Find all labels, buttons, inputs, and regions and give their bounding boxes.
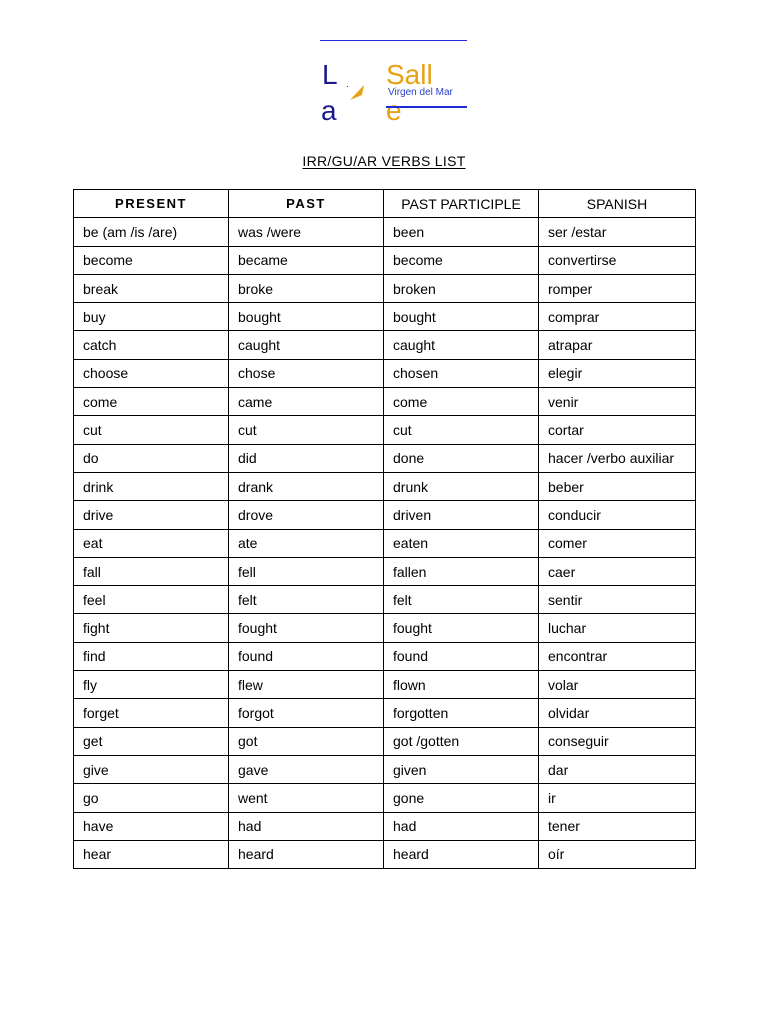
spanish-cell: sentir bbox=[539, 586, 696, 614]
table-header-row bbox=[74, 190, 696, 218]
past-participle-cell: done bbox=[384, 444, 539, 472]
present-cell: feel bbox=[74, 586, 229, 614]
past-cell: fought bbox=[229, 614, 384, 642]
spanish-cell: comer bbox=[539, 529, 696, 557]
table-row bbox=[74, 444, 696, 472]
past-participle-cell: come bbox=[384, 388, 539, 416]
table-row bbox=[74, 388, 696, 416]
verbs-table-body bbox=[74, 218, 696, 869]
past-participle-cell: fallen bbox=[384, 557, 539, 585]
present-cell: fly bbox=[74, 671, 229, 699]
table-row bbox=[74, 642, 696, 670]
past-participle-cell: drunk bbox=[384, 472, 539, 500]
column-header-past: PAST bbox=[229, 190, 384, 218]
table-row bbox=[74, 416, 696, 444]
present-cell: become bbox=[74, 246, 229, 274]
past-cell: cut bbox=[229, 416, 384, 444]
past-cell: flew bbox=[229, 671, 384, 699]
past-cell: drove bbox=[229, 501, 384, 529]
present-cell: break bbox=[74, 274, 229, 302]
page-title: IRR/GU/AR VERBS LIST bbox=[302, 153, 466, 169]
spanish-cell: luchar bbox=[539, 614, 696, 642]
past-cell: bought bbox=[229, 303, 384, 331]
past-participle-cell: caught bbox=[384, 331, 539, 359]
past-participle-cell: heard bbox=[384, 840, 539, 868]
table-row bbox=[74, 699, 696, 727]
spanish-cell: beber bbox=[539, 472, 696, 500]
spanish-cell: volar bbox=[539, 671, 696, 699]
present-cell: choose bbox=[74, 359, 229, 387]
past-cell: heard bbox=[229, 840, 384, 868]
past-cell: drank bbox=[229, 472, 384, 500]
present-cell: buy bbox=[74, 303, 229, 331]
present-cell: come bbox=[74, 388, 229, 416]
past-participle-cell: felt bbox=[384, 586, 539, 614]
logo-letter-l: L bbox=[322, 59, 338, 90]
past-participle-cell: become bbox=[384, 246, 539, 274]
spanish-cell: ir bbox=[539, 784, 696, 812]
spanish-cell: romper bbox=[539, 274, 696, 302]
table-row bbox=[74, 359, 696, 387]
past-cell: did bbox=[229, 444, 384, 472]
present-cell: fight bbox=[74, 614, 229, 642]
table-row bbox=[74, 557, 696, 585]
table-row bbox=[74, 755, 696, 783]
logo-word-sall: Sall bbox=[386, 59, 433, 90]
past-participle-cell: been bbox=[384, 218, 539, 246]
table-row bbox=[74, 784, 696, 812]
present-cell: hear bbox=[74, 840, 229, 868]
past-participle-cell: eaten bbox=[384, 529, 539, 557]
spanish-cell: olvidar bbox=[539, 699, 696, 727]
present-cell: drive bbox=[74, 501, 229, 529]
past-cell: fell bbox=[229, 557, 384, 585]
spanish-cell: oír bbox=[539, 840, 696, 868]
past-cell: caught bbox=[229, 331, 384, 359]
present-cell: eat bbox=[74, 529, 229, 557]
table-row bbox=[74, 331, 696, 359]
past-participle-cell: gone bbox=[384, 784, 539, 812]
present-cell: be (am /is /are) bbox=[74, 218, 229, 246]
present-cell: find bbox=[74, 642, 229, 670]
past-participle-cell: flown bbox=[384, 671, 539, 699]
table-row bbox=[74, 472, 696, 500]
past-cell: went bbox=[229, 784, 384, 812]
past-cell: forgot bbox=[229, 699, 384, 727]
present-cell: go bbox=[74, 784, 229, 812]
top-rule bbox=[320, 40, 467, 41]
past-participle-cell: had bbox=[384, 812, 539, 840]
table-row bbox=[74, 246, 696, 274]
logo-letter-e: e bbox=[386, 95, 402, 126]
logo-underline bbox=[386, 106, 467, 108]
past-participle-cell: chosen bbox=[384, 359, 539, 387]
logo-dot: . bbox=[346, 79, 349, 90]
past-cell: got bbox=[229, 727, 384, 755]
present-cell: fall bbox=[74, 557, 229, 585]
table-row bbox=[74, 218, 696, 246]
present-cell: catch bbox=[74, 331, 229, 359]
spanish-cell: venir bbox=[539, 388, 696, 416]
spanish-cell: elegir bbox=[539, 359, 696, 387]
column-header-present: PRESENT bbox=[74, 190, 229, 218]
past-cell: chose bbox=[229, 359, 384, 387]
past-participle-cell: given bbox=[384, 755, 539, 783]
table-row bbox=[74, 671, 696, 699]
past-cell: broke bbox=[229, 274, 384, 302]
past-cell: felt bbox=[229, 586, 384, 614]
spanish-cell: caer bbox=[539, 557, 696, 585]
past-participle-cell: fought bbox=[384, 614, 539, 642]
past-participle-cell: cut bbox=[384, 416, 539, 444]
past-participle-cell: forgotten bbox=[384, 699, 539, 727]
table-row bbox=[74, 501, 696, 529]
verbs-table bbox=[73, 189, 696, 869]
present-cell: forget bbox=[74, 699, 229, 727]
spanish-cell: conseguir bbox=[539, 727, 696, 755]
table-row bbox=[74, 303, 696, 331]
la-salle-logo bbox=[300, 55, 500, 125]
spanish-cell: dar bbox=[539, 755, 696, 783]
logo-letter-a: a bbox=[321, 95, 337, 126]
spanish-cell: convertirse bbox=[539, 246, 696, 274]
present-cell: cut bbox=[74, 416, 229, 444]
spanish-cell: tener bbox=[539, 812, 696, 840]
present-cell: drink bbox=[74, 472, 229, 500]
spanish-cell: encontrar bbox=[539, 642, 696, 670]
column-header-spanish: SPANISH bbox=[539, 190, 696, 218]
table-row bbox=[74, 812, 696, 840]
logo-subtitle: Virgen del Mar bbox=[388, 87, 453, 98]
present-cell: do bbox=[74, 444, 229, 472]
table-row bbox=[74, 274, 696, 302]
past-participle-cell: broken bbox=[384, 274, 539, 302]
spanish-cell: comprar bbox=[539, 303, 696, 331]
spanish-cell: cortar bbox=[539, 416, 696, 444]
table-row bbox=[74, 586, 696, 614]
past-cell: came bbox=[229, 388, 384, 416]
logo-flag-icon bbox=[348, 83, 366, 101]
table-row bbox=[74, 529, 696, 557]
past-cell: had bbox=[229, 812, 384, 840]
past-participle-cell: found bbox=[384, 642, 539, 670]
past-participle-cell: got /gotten bbox=[384, 727, 539, 755]
past-cell: became bbox=[229, 246, 384, 274]
table-row bbox=[74, 840, 696, 868]
past-participle-cell: bought bbox=[384, 303, 539, 331]
column-header-past-participle: PAST PARTICIPLE bbox=[384, 190, 539, 218]
spanish-cell: hacer /verbo auxiliar bbox=[539, 444, 696, 472]
table-row bbox=[74, 727, 696, 755]
present-cell: give bbox=[74, 755, 229, 783]
past-participle-cell: driven bbox=[384, 501, 539, 529]
past-cell: found bbox=[229, 642, 384, 670]
present-cell: get bbox=[74, 727, 229, 755]
spanish-cell: conducir bbox=[539, 501, 696, 529]
spanish-cell: ser /estar bbox=[539, 218, 696, 246]
past-cell: ate bbox=[229, 529, 384, 557]
spanish-cell: atrapar bbox=[539, 331, 696, 359]
present-cell: have bbox=[74, 812, 229, 840]
table-row bbox=[74, 614, 696, 642]
past-cell: gave bbox=[229, 755, 384, 783]
past-cell: was /were bbox=[229, 218, 384, 246]
